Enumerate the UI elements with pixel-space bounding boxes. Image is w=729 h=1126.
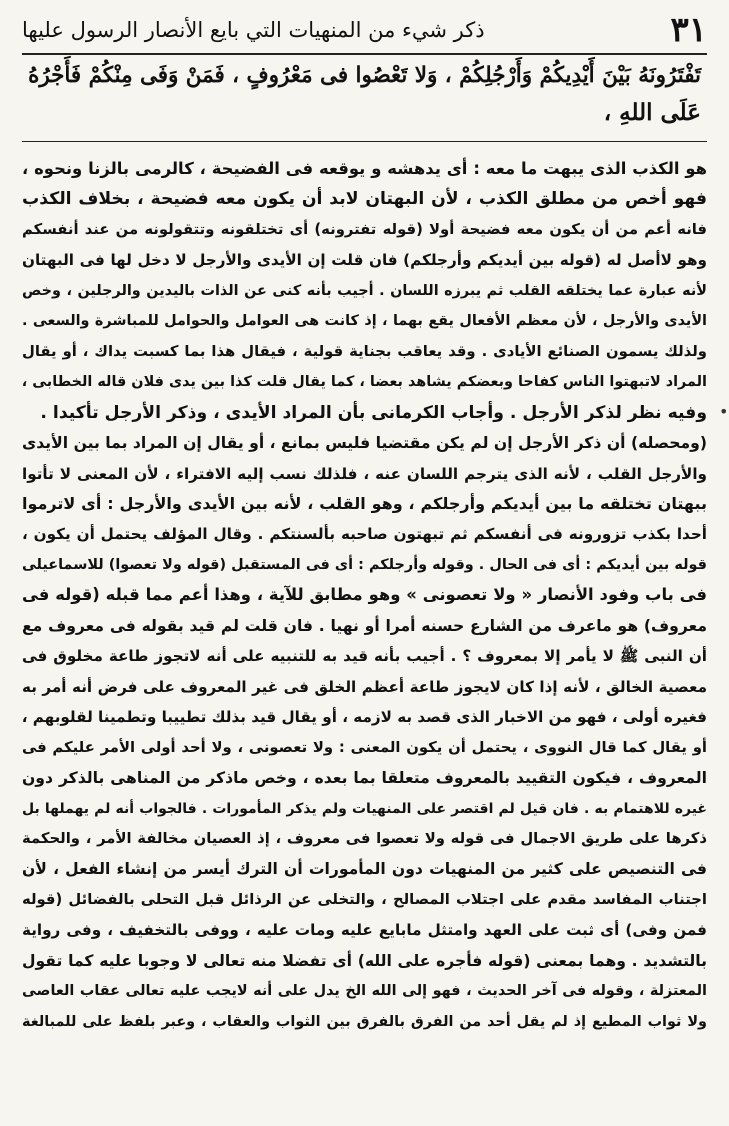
page-header [22,8,707,52]
commentary-line: أو يقال كما قال النووى ، يحتمل أن يكون المعنى : ولا تعصونى ، ولا أحد أولى الأمر عليكم فى [22,738,707,756]
hadith-line: عَلَى اللهِ ، [603,99,701,126]
commentary-line: والأرجل القلب ، لأنه الذى يترجم اللسان عنه ، فلذلك نسب إليه الافتراء ، لأن المعنى لا تأتوا [22,464,707,483]
commentary-line: (ومحصله) أن ذكر الأرجل إن لم يكن مقتضيا فليس بمانع ، أو يقال إن المراد بما بين الأيدى [22,434,707,453]
commentary-line: اجتناب المفاسد مقدم على اجتلاب المصالح ، والتخلى عن الرذائل قبل التحلى بالفضائل (قوله [22,890,707,908]
commentary-line: ذكرها على طريق الاجمال فى قوله ولا تعصوا فى معروف ، إذ العصيان مخالفة الأمر ، والحكمة [22,829,707,847]
commentary-line: قوله بين أيديكم : أى فى الحال . وقوله وأرجلكم : أى فى المستقبل (قوله ولا تعصوا) للاسماعيلى [22,556,707,573]
commentary-line: معروف) هو ماعرف من الشارع حسنه أمرا أو نهيا . فان قلت لم قيد بقوله فى معروف مع [22,616,707,635]
commentary-line: بالتشديد . وهما بمعنى (قوله فأجره على الله) أى تفضلا منه تعالى لا وجوبا عليه كما تقول [22,951,707,970]
commentary-line: الأيدى والأرجل ، لأن معظم الأفعال يقع بهما ، إذ كانت هى العوامل والحوامل للمباشرة والسعى . [22,313,707,330]
commentary-line: أن النبى ﷺ لا يأمر إلا بمعروف ؟ . أجيب بأنه قيد به للتنبيه على أنه لاتجوز طاعة مخلوق فى [22,647,707,666]
header-rule [22,53,707,55]
commentary-line: ولا ثواب المطيع إذ لم يقل أحد من الفرق بالفرق بين الثواب والعقاب ، وعبر بلفظ على للمبالغة [22,1013,707,1030]
commentary-line: أحدا بكذب تزورونه فى أنفسكم ثم تبهتون صاحبه بألسنتكم . وقال المؤلف يحتمل أن يكون ، [22,525,707,544]
commentary-line: فى التنصيص على كثير من المنهيات دون المأمورات أن الترك أيسر من إنشاء الفعل ، لأن [22,860,707,879]
commentary-text [22,154,707,1037]
text-separator-rule [22,141,707,142]
commentary-line: معصية الخالق ، لأنه إذا كان لايجوز طاعة أعظم الخلق فى غير المعروف على فرض أنه أمر به [22,677,707,696]
commentary-line: هو الكذب الذى يبهت ما معه : أى يدهشه و يوقعه فى الفضيحة ، كالرمى بالزنا ونحوه ، [22,159,707,178]
commentary-line: فمن وفى) أى ثبت على العهد وامتثل مابايع عليه ومات عليه ، ووفى بالتخفيف ، وفى رواية [22,921,707,940]
commentary-line: وهو لاأصل له (قوله بين أيديكم وأرجلكم) فان قلت إن الأيدى والأرجل لا دخل لها فى البهتان [22,251,707,270]
running-head: ذكر شيء من المنهيات التي بايع الأنصار الرسول عليها [22,18,485,42]
commentary-line: المعروف ، فيكون التقييد بالمعروف متعلقا بما بعده ، وخص ماذكر من المناهى بالذكر دون [22,769,707,788]
commentary-line: فانه أعم من أن يكون معه فضيحة أولا (قوله تفترونه) أى تختلقونه وتتقولونه من عند أنفسكم [22,220,707,238]
commentary-line: فغيره أولى ، فهو من الاخبار الذى قصد به لازمه ، أو يقال قيد بذلك تطييبا وتطمينا لقلوبهم ، [22,708,707,727]
commentary-line: غيره للاهتمام به . فان قيل لم اقتصر على المنهيات ولم يذكر المأمورات . فالجواب أنه لم يهملها بل [22,800,707,817]
commentary-line: ببهتان تختلقه ما بين أيديكم وأرجلكم ، وهو القلب ، لأنه بين الأيدى والأرجل : أى لاترموا [22,493,707,513]
page-number: ٣١ [670,10,707,50]
commentary-line: المراد لاتبهتوا الناس كفاحا وبعضكم يشاهد بعضا ، كما يقال قلت كذا بين يدى فلان قاله الخطابى ، [22,374,707,391]
commentary-line: المعتزلة ، وقوله فى آخر الحديث ، فهو إلى الله الخ يدل على أنه لايجب عليه تعالى عقاب العاصى [22,983,707,1000]
commentary-line: وفيه نظر لذكر الأرجل . وأجاب الكرمانى بأن المراد الأيدى ، وذكر الأرجل تأكيدا . [40,402,707,423]
commentary-line: ولذلك يسمون الصنائع الأيادى . وقد يعاقب بجناية قولية ، فيقال هذا بما كسبت يداك ، أو يقال [22,342,707,360]
margin-mark: • [719,402,729,421]
commentary-line: فى باب وفود الأنصار « ولا تعصونى » وهو مطابق للآية ، وهذا أعم مما قبله (قوله فى [22,585,707,605]
hadith-line: تَفْتَرُونَهُ بَيْنَ أَيْدِيكُمْ وَأَرْجُلِكُمْ ، وَلا تَعْصُوا فى مَعْرُوفٍ ، فَمَنْ وَفَى مِنْكُمْ فَأَجْرُهُ [28,63,701,88]
hadith-text [26,57,701,131]
commentary-line: لأنه عبارة عما يختلقه القلب ثم يبرزه اللسان . أجيب بأنه كنى عن الذات باليدين والرجلين ، وخص [22,282,707,299]
commentary-line: فهو أخص من مطلق الكذب ، لأن البهتان لابد أن يكون معه فضيحة ، بخلاف الكذب [22,189,707,210]
